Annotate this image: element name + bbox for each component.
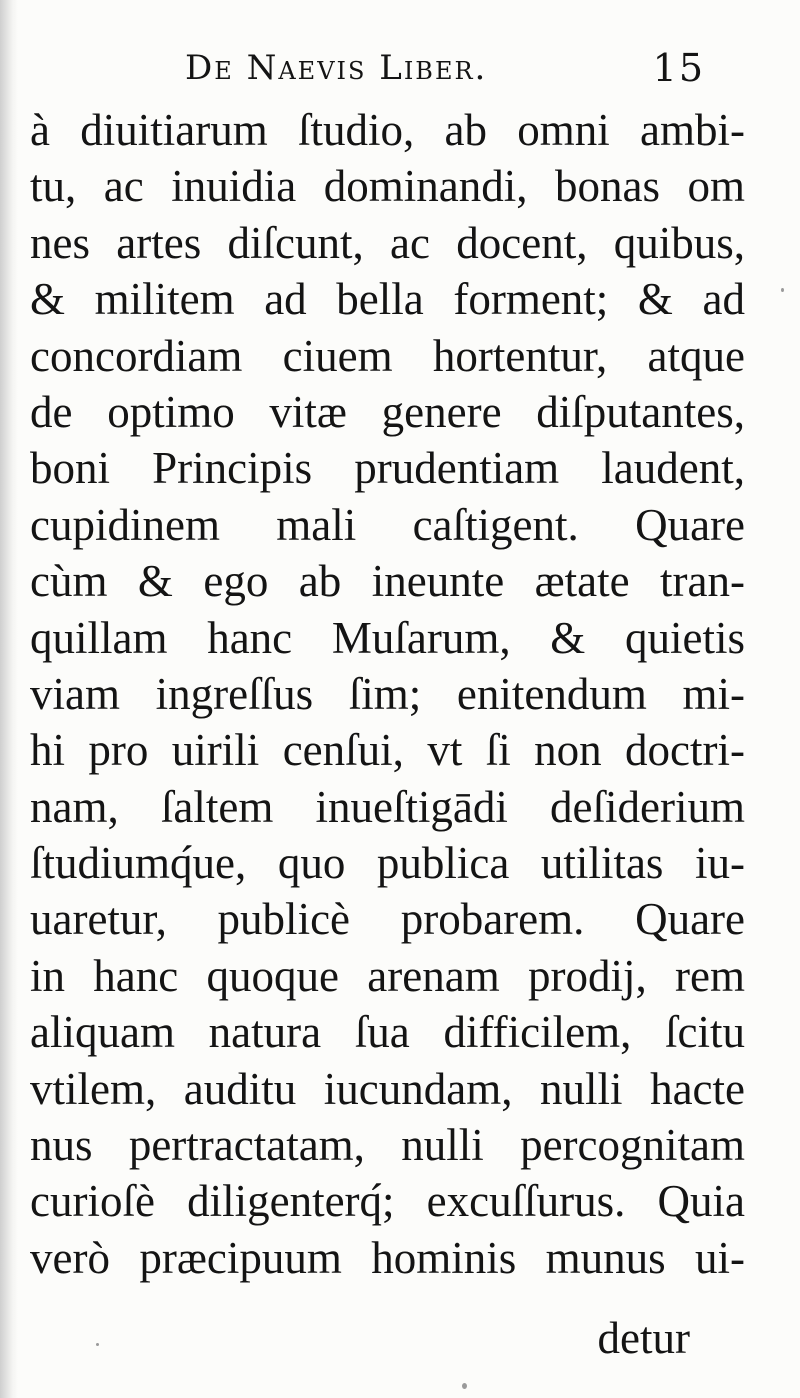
text-line: de optimo vitæ genere diſputantes,: [30, 386, 745, 437]
page-gutter-shadow: [0, 0, 18, 1398]
running-title: De Naevis Liber.: [185, 48, 488, 88]
text-line: curioſè diligenterq́; excuſſurus. Quia: [30, 1176, 745, 1227]
text-line: nus pertractatam, nulli percognitam: [30, 1120, 745, 1171]
paper-speck: [96, 1343, 99, 1346]
text-line: uaretur, publicè probarem. Quare: [30, 894, 745, 945]
text-line: viam ingreſſus ſim; enitendum mi-: [30, 668, 745, 719]
text-line: cupidinem mali caſtigent. Quare: [30, 499, 745, 550]
text-line: nes artes diſcunt, ac docent, quibus,: [30, 217, 745, 268]
text-line: cùm & ego ab ineunte ætate tran-: [30, 556, 745, 607]
text-line: hi pro uirili cenſui, vt ſi non doctri-: [30, 725, 745, 776]
text-line: aliquam natura ſua difficilem, ſcitu: [30, 1007, 745, 1058]
page-number: 15: [652, 46, 705, 90]
text-line: concordiam ciuem hortentur, atque: [30, 330, 745, 381]
text-line: boni Principis prudentiam laudent,: [30, 443, 745, 494]
text-line: nam, ſaltem inueſtigādi deſiderium: [30, 781, 745, 832]
catchword: detur: [597, 1313, 690, 1363]
page-header: [185, 40, 705, 96]
text-line: quillam hanc Muſarum, & quietis: [30, 612, 745, 663]
paper-speck: [781, 288, 784, 292]
paper-speck: [462, 1383, 467, 1389]
text-line: in hanc quoque arenam prodij, rem: [30, 950, 745, 1001]
body-text: [30, 102, 745, 1286]
text-line: vtilem, auditu iucundam, nulli hacte: [30, 1063, 745, 1114]
catchword-row: [30, 1310, 745, 1366]
text-line: tu, ac inuidia dominandi, bonas om: [30, 161, 745, 212]
text-line: ſtudiumq́ue, quo publica utilitas iu-: [30, 838, 745, 889]
text-line: à diuitiarum ſtudio, ab omni ambi-: [30, 105, 745, 155]
text-line: & militem ad bella forment; & ad: [30, 274, 745, 325]
text-line: verò præcipuum hominis munus ui-: [30, 1232, 745, 1283]
